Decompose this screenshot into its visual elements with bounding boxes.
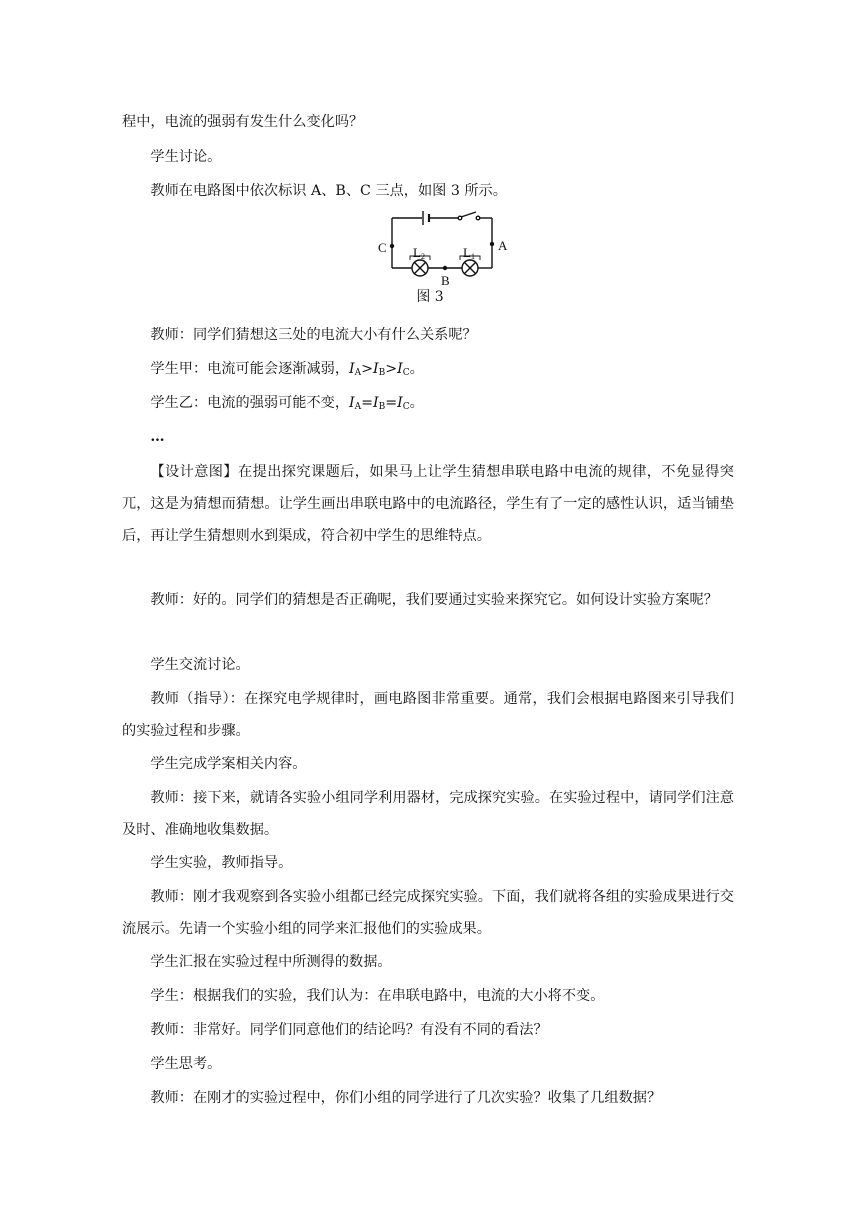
paragraph-teacher-praise: 教师：非常好。同学们同意他们的结论吗？有没有不同的看法？: [150, 1022, 548, 1038]
operator: >: [361, 361, 374, 377]
label-l2-sub: 2: [421, 252, 425, 261]
paragraph-teacher-next-step: 教师：接下来，就请各实验小组同学利用器材，完成探究实验。在实验过程中，请同学们注意及时、准确地收集数据。: [122, 790, 734, 838]
paragraph-students-think: 学生思考。: [150, 1056, 222, 1072]
label-l2: L: [413, 245, 421, 260]
switch-contact: [476, 216, 480, 220]
paragraph-students-report: 学生汇报在实验过程中所测得的数据。: [150, 954, 392, 970]
paragraph-student-conclusion: 学生：根据我们的实验，我们认为：在串联电路中，电流的大小将不变。: [150, 988, 605, 1004]
subscript-c: C: [402, 402, 410, 412]
paragraph-students-exchange: 学生交流讨论。: [150, 657, 250, 673]
operator: >: [385, 361, 398, 377]
label-l1-sub: 1: [471, 252, 475, 261]
current-symbol: I: [349, 361, 355, 377]
paragraph-teacher-experiment-plan: 教师：好的。同学们的猜想是否正确呢，我们要通过实验来探究它。如何设计实验方案呢？: [150, 592, 718, 608]
current-symbol: I: [397, 361, 403, 377]
subscript-c: C: [402, 368, 410, 378]
label-c: C: [378, 240, 387, 255]
paragraph-teacher-guidance: 教师（指导）：在探究电学规律时，画电路图非常重要。通常，我们会根据电路图来引导我们的实验过程和步骤。: [122, 691, 734, 739]
paragraph-students-experiment: 学生实验，教师指导。: [150, 855, 293, 871]
student-b-text: 学生乙：电流的强弱可能不变，: [150, 395, 350, 411]
paragraph-teacher-question: 教师：同学们猜想这三处的电流大小有什么关系呢？: [150, 327, 477, 343]
point-a-dot: [490, 242, 494, 246]
paragraph-student-b: [122, 387, 734, 419]
sentence-end: 。: [409, 395, 424, 411]
label-l1: L: [463, 245, 471, 260]
paragraph-teacher-final-question: 教师：在刚才的实验过程中，你们小组的同学进行了几次实验？收集了几组数据？: [150, 1090, 662, 1106]
current-symbol: I: [373, 395, 379, 411]
point-b-dot: [443, 266, 447, 270]
paragraph-design-intent: 【设计意图】在提出探究课题后，如果马上让学生猜想串联电路中电流的规律，不免显得突兀，这是为猜想而猜想。让学生画出串联电路中的电流路径，学生有了一定的感性认识，适当铺垫后，再让学生猜想则水到渠成，符合初中学生的思维特点。: [122, 464, 734, 544]
paragraph-teacher-marks-points: 教师在电路图中依次标识 A、B、C 三点，如图 3 所示。: [150, 183, 507, 199]
operator: =: [385, 395, 398, 411]
label-a: A: [498, 238, 508, 253]
subscript-b: B: [378, 368, 386, 378]
paragraph-student-a: [122, 353, 734, 385]
label-b: B: [441, 273, 450, 288]
switch-blade: [461, 212, 476, 217]
current-symbol: I: [373, 361, 379, 377]
subscript-a: A: [354, 368, 362, 378]
student-a-text: 学生甲：电流可能会逐渐减弱，: [150, 361, 350, 377]
sentence-end: 。: [409, 361, 424, 377]
paragraph-students-discuss: 学生讨论。: [150, 149, 222, 165]
paragraph-students-worksheet: 学生完成学案相关内容。: [150, 756, 307, 772]
paragraph-continuation: 程中，电流的强弱有发生什么变化吗？: [122, 114, 364, 130]
current-symbol: I: [397, 395, 403, 411]
subscript-a: A: [354, 402, 362, 412]
subscript-b: B: [378, 402, 386, 412]
ellipsis: …: [150, 429, 164, 445]
operator: =: [361, 395, 374, 411]
current-symbol: I: [349, 395, 355, 411]
point-c-dot: [390, 244, 394, 248]
figure-caption: 图 3: [416, 289, 444, 305]
paragraph-teacher-observation: 教师：刚才我观察到各实验小组都已经完成探究实验。下面，我们就将各组的实验成果进行交流展示。先请一个实验小组的同学来汇报他们的实验成果。: [122, 889, 734, 937]
